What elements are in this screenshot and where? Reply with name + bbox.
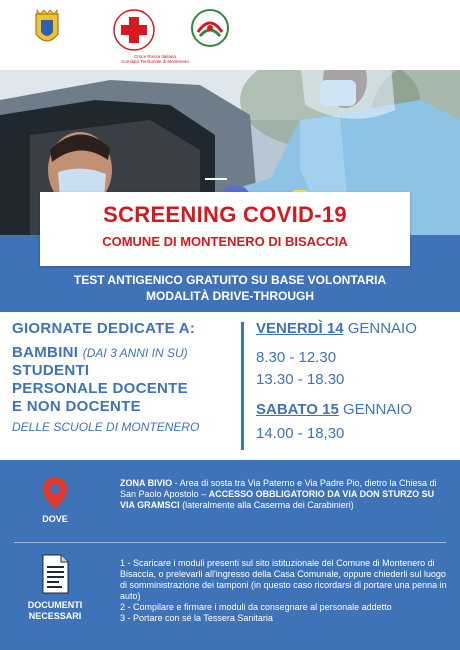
documents-item-3: 3 - Portare con sé la Tessera Sanitaria bbox=[120, 613, 273, 623]
where-desc-2: (lateralmente alla Caserma dei Carabinieri) bbox=[179, 500, 354, 510]
documents-label-line2: NECESSARI bbox=[28, 611, 82, 621]
where-label: DOVE bbox=[42, 514, 68, 524]
group-non-teaching-staff: E NON DOCENTE bbox=[12, 398, 141, 415]
schools-note: DELLE SCUOLE DI MONTENERO bbox=[12, 420, 200, 434]
schedule-panel bbox=[0, 312, 460, 460]
day-friday-month: GENNAIO bbox=[347, 320, 417, 337]
where-zone: ZONA BIVIO bbox=[120, 478, 173, 488]
group-students: STUDENTI bbox=[12, 362, 90, 379]
documents-row bbox=[0, 554, 460, 644]
drive-through-line: MODALITÀ DRIVE-THROUGH bbox=[146, 289, 314, 303]
title-card bbox=[40, 192, 410, 266]
day-friday-name: VENERDÌ bbox=[256, 320, 323, 337]
municipality-subtitle: COMUNE DI MONTENERO DI BISACCIA bbox=[102, 234, 348, 249]
document-icon bbox=[40, 554, 70, 594]
location-pin-icon bbox=[41, 476, 69, 510]
where-row bbox=[0, 476, 460, 542]
day-friday bbox=[256, 320, 456, 338]
group-teaching-staff: PERSONALE DOCENTE bbox=[12, 380, 188, 397]
documents-item-2: 2 - Compilare e firmare i moduli da consegnare al personale addetto bbox=[120, 602, 392, 612]
saturday-slot-1: 14.00 - 18,30 bbox=[256, 425, 345, 442]
group-children bbox=[12, 344, 240, 362]
day-saturday-number: 15 bbox=[322, 401, 339, 418]
red-cross-caption bbox=[100, 54, 210, 64]
dates-and-times bbox=[256, 320, 456, 445]
column-divider bbox=[241, 322, 244, 450]
section-divider bbox=[14, 542, 446, 543]
red-cross-caption-line2: Comitato Territoriale di Montenero bbox=[121, 59, 189, 64]
group-children-label: BAMBINI bbox=[12, 344, 79, 361]
main-title: SCREENING COVID-19 bbox=[103, 202, 347, 227]
day-saturday-name: SABATO bbox=[256, 401, 318, 418]
day-saturday bbox=[256, 401, 456, 419]
target-groups bbox=[12, 320, 240, 436]
documents-icon-col bbox=[0, 554, 110, 622]
day-friday-number: 14 bbox=[326, 320, 344, 337]
info-section bbox=[0, 460, 460, 650]
documents-label-line1: DOCUMENTI bbox=[27, 600, 83, 610]
where-access: ACCESSO OBBLIGATORIO DA VIA DON STURZO SU VIA GRAMSCI bbox=[120, 489, 435, 510]
logo-bar bbox=[0, 0, 460, 70]
red-cross-caption-line1: Croce Rossa Italiana bbox=[134, 54, 176, 59]
where-icon-col bbox=[0, 476, 110, 525]
where-text bbox=[120, 478, 450, 511]
where-desc-1: - Area di sosta tra Via Paterno e Via Padre Pio, dietro la Chiesa di San Paolo Apostolo – bbox=[120, 478, 437, 499]
groups-heading: GIORNATE DEDICATE A: bbox=[12, 320, 196, 337]
friday-slot-1: 8.30 - 12.30 bbox=[256, 349, 337, 366]
test-type-line: TEST ANTIGENICO GRATUITO SU BASE VOLONTARIA bbox=[73, 273, 387, 287]
documents-item-1: 1 - Scaricare i moduli presenti sul sito istituzionale del Comune di Montenero di Bisaccia, o prelevarli all'ingresso della Casa Comunale, oppure chiederli sul luogo di somministrazione dei tamponi (in questo caso ricordarsi di portare una penna in auto) bbox=[120, 558, 447, 601]
documents-text bbox=[120, 558, 450, 624]
red-cross-icon bbox=[112, 8, 156, 52]
friday-slot-2: 13.30 - 18.30 bbox=[256, 371, 345, 388]
group-children-note: (DAI 3 ANNI IN SU) bbox=[82, 346, 188, 360]
day-saturday-month: GENNAIO bbox=[342, 401, 413, 418]
town-crest-icon bbox=[32, 8, 62, 50]
regional-logo-icon bbox=[190, 8, 230, 48]
